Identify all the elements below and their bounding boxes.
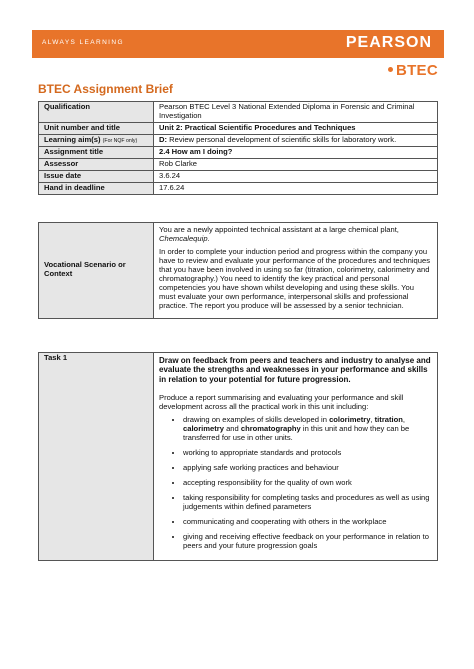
details-table	[38, 101, 438, 195]
row-value: Unit 2: Practical Scientific Procedures and Techniques	[154, 122, 438, 134]
aim-text: Review personal development of scientific skills for laboratory work.	[167, 134, 397, 144]
text-run: in this unit and how they can be transferred for use in other units.	[183, 424, 410, 443]
table-row	[39, 223, 438, 319]
list-item: • accepting responsibility for the quality of own work	[183, 479, 432, 488]
tagline: ALWAYS LEARNING	[42, 39, 124, 46]
table-row	[39, 158, 438, 170]
task-intro: Produce a report summarising and evaluating your performance and skill development across all the practical work in this unit including:	[159, 393, 404, 412]
row-value: 2.4 How am I doing?	[154, 146, 438, 158]
text-run: .	[207, 233, 210, 243]
row-label: Issue date	[39, 170, 154, 182]
technique-name: colorimetry	[329, 415, 371, 425]
row-value: 17.6.24	[154, 182, 438, 194]
aim-code: D:	[159, 134, 168, 144]
table-row	[39, 353, 438, 561]
scenario-text	[154, 223, 438, 319]
list-item: • working to appropriate standards and protocols	[183, 449, 432, 458]
list-item: • giving and receiving effective feedback on your performance in relation to peers and your future progression goals	[183, 533, 432, 551]
list-item: • applying safe working practices and behaviour	[183, 464, 432, 473]
row-value	[154, 134, 438, 146]
scenario-paragraph: In order to complete your induction period and progress within the company you have to review and evaluate your performance of the procedures and techniques that you have been involved in using so far (titration, colorimetry, calorimetry and chromatography.) You need to identify the key practical and personal competencies you have shown whilst developing and using these skills. You must evaluate your own performance, interpersonal skills and professional practice. The report you produce will be assessed by a senior technician.	[159, 246, 431, 310]
text-run: and	[223, 424, 241, 434]
task-heading: Draw on feedback from peers and teachers and industry to analyse and evaluate the strengths and weaknesses in your performance and skills in relation to your potential for future progression.	[159, 356, 431, 384]
btec-logo-text: BTEC	[395, 62, 438, 79]
row-value: 3.6.24	[154, 170, 438, 182]
row-label: Assignment title	[39, 146, 154, 158]
text-run: drawing on examples of skills developed in	[183, 415, 330, 425]
scenario-paragraph	[159, 226, 432, 244]
label-text: Learning aim(s)	[44, 134, 101, 144]
row-value: Rob Clarke	[154, 158, 438, 170]
row-label: Qualification	[39, 102, 154, 123]
table-row	[39, 122, 438, 134]
task-body	[154, 353, 438, 561]
task-bullets	[159, 416, 432, 550]
label-note: (For NQF only)	[102, 137, 138, 144]
table-row	[39, 146, 438, 158]
company-name: Chemcalequip	[159, 233, 208, 243]
text-run: You are a newly appointed technical assistant at a large chemical plant,	[159, 225, 399, 234]
table-row	[39, 170, 438, 182]
list-item: • communicating and cooperating with others in the workplace	[183, 518, 432, 527]
row-label: Hand in deadline	[39, 182, 154, 194]
task-label: Task 1	[39, 353, 154, 561]
btec-logo	[388, 62, 438, 79]
row-label	[39, 134, 154, 146]
logo-dot-icon	[388, 67, 393, 72]
table-row	[39, 182, 438, 194]
table-row	[39, 102, 438, 123]
technique-name: titration	[374, 415, 403, 425]
scenario-table	[38, 222, 438, 319]
technique-name: chromatography	[240, 424, 301, 434]
page-title: BTEC Assignment Brief	[38, 82, 173, 96]
list-item: • taking responsibility for completing tasks and procedures as well as using judgements within defined parameters	[183, 494, 432, 512]
task-table	[38, 352, 438, 561]
row-label: Assessor	[39, 158, 154, 170]
header-banner	[32, 30, 444, 58]
row-value: Pearson BTEC Level 3 National Extended Diploma in Forensic and Criminal Investigation	[154, 102, 438, 123]
row-label: Unit number and title	[39, 122, 154, 134]
brand-logo: PEARSON	[345, 34, 432, 51]
text-run: ,	[370, 415, 375, 425]
technique-name: calorimetry	[183, 424, 224, 434]
table-row	[39, 134, 438, 146]
list-item	[183, 416, 432, 443]
text-run: ,	[402, 415, 406, 425]
scenario-label: Vocational Scenario or Context	[39, 223, 154, 319]
